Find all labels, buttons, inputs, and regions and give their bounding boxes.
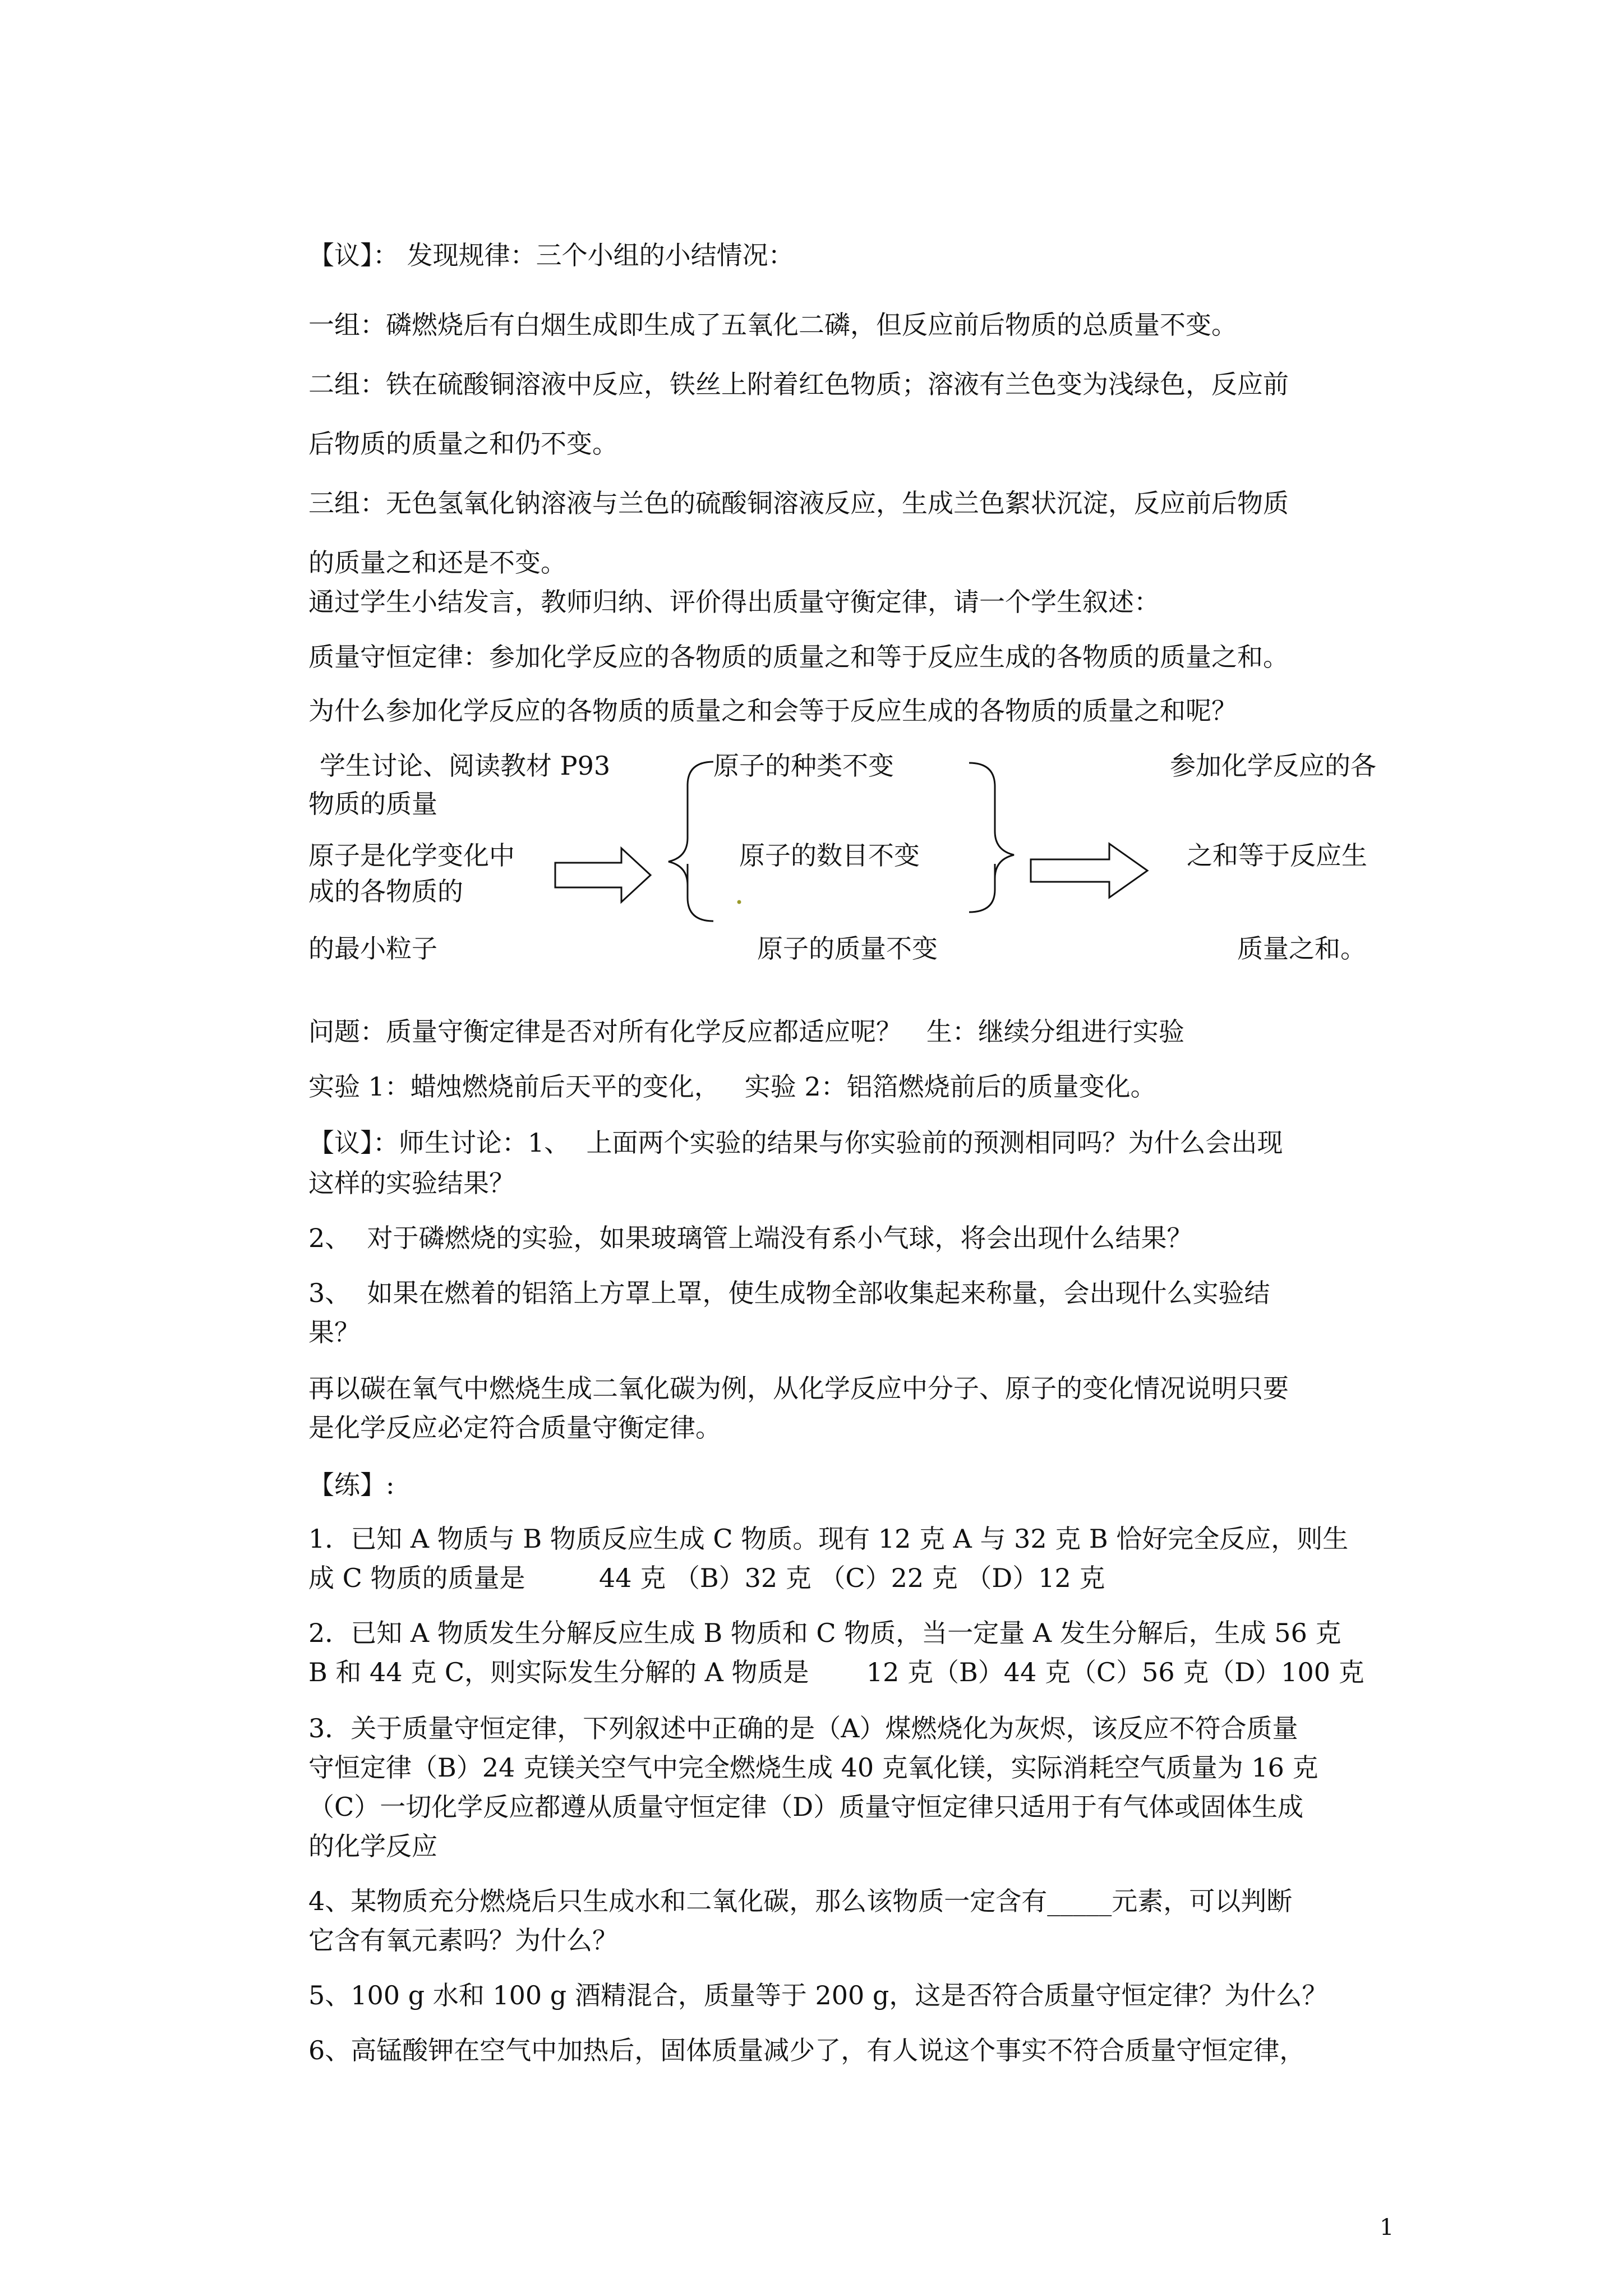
discussion-item-1-cont: 这样的实验结果？ [308,1168,515,1198]
discussion-heading: 【议】： 发现规律：三个小组的小结情况： [308,240,794,270]
atom-type-unchanged: 原子的种类不变 [713,751,894,781]
diagram-right-line-1: 参加化学反应的各 [1170,751,1376,781]
exercise-3-cont-3: 的化学反应 [308,1831,437,1861]
discussion-item-1: 【议】：师生讨论：1、 上面两个实验的结果与你实验前的预测相同吗？为什么会出现 [308,1128,1283,1158]
group-two-summary: 二组：铁在硫酸铜溶液中反应，铁丝上附着红色物质；溶液有兰色变为浅绿色，反应前 [308,369,1289,399]
discussion-item-3-cont: 果？ [308,1317,360,1347]
dot-mark [737,900,741,904]
practice-heading: 【练】: [308,1470,395,1500]
page-number: 1 [1380,2215,1394,2240]
diagram-right-line-2: 之和等于反应生 [1187,840,1367,871]
diagram-left-line-2: 物质的质量 [308,789,437,819]
group-three-summary-cont: 的质量之和还是不变。 [308,547,566,578]
why-question: 为什么参加化学反应的各物质的质量之和会等于反应生成的各物质的质量之和呢？ [308,696,1237,726]
left-brace [668,762,713,921]
exercise-3-cont-2: （C）一切化学反应都遵从质量守恒定律（D）质量守恒定律只适用于有气体或固体生成 [308,1792,1304,1822]
carbon-example-cont: 是化学反应必定符合质量守衡定律。 [308,1412,721,1443]
group-three-summary: 三组：无色氢氧化钠溶液与兰色的硫酸铜溶液反应，生成兰色絮状沉淀，反应前后物质 [308,488,1289,518]
exercise-6: 6、高锰酸钾在空气中加热后，固体质量减少了，有人说这个事实不符合质量守恒定律， [308,2035,1306,2065]
discussion-item-2: 2、 对于磷燃烧的实验，如果玻璃管上端没有系小气球，将会出现什么结果？ [308,1223,1193,1253]
exercise-3-cont-1: 守恒定律（B）24 克镁关空气中完全燃烧生成 40 克氧化镁，实际消耗空气质量为 16 克 [308,1752,1318,1783]
atom-number-unchanged: 原子的数目不变 [739,840,920,871]
exercise-2-options: B 和 44 克 C，则实际发生分解的 A 物质是 12 克（B）44 克（C）56 克（D）100 克 [308,1657,1364,1687]
arrow-right-icon [555,848,651,902]
diagram-left-line-3: 原子是化学变化中 [308,840,515,871]
discussion-item-3: 3、 如果在燃着的铝箔上方罩上罩，使生成物全部收集起来称量，会出现什么实验结 [308,1278,1270,1308]
diagram-left-line-1: 学生讨论、阅读教材 P93 [320,751,611,781]
exercise-4: 4、某物质充分燃烧后只生成水和二氧化碳，那么该物质一定含有_____元素，可以判断 [308,1886,1293,1916]
diagram-left-line-4: 成的各物质的 [308,876,463,907]
experiments-line: 实验 1：蜡烛燃烧前后天平的变化， 实验 2：铝箔燃烧前后的质量变化。 [308,1071,1156,1102]
exercise-3: 3．关于质量守恒定律，下列叙述中正确的是（A）煤燃烧化为灰烬，该反应不符合质量 [308,1713,1298,1743]
exercise-1: 1．已知 A 物质与 B 物质反应生成 C 物质。现有 12 克 A 与 32 克 B 恰好完全反应，则生 [308,1524,1349,1554]
law-statement: 质量守恒定律：参加化学反应的各物质的质量之和等于反应生成的各物质的质量之和。 [308,642,1289,672]
group-one-summary: 一组：磷燃烧后有白烟生成即生成了五氧化二磷，但反应前后物质的总质量不变。 [308,310,1237,340]
arrow-right-icon [1031,844,1147,898]
exercise-4-cont: 它含有氧元素吗？为什么？ [308,1925,618,1955]
diagram-left-line-5: 的最小粒子 [308,933,437,964]
atom-mass-unchanged: 原子的质量不变 [757,933,938,964]
question-applicability: 问题：质量守衡定律是否对所有化学反应都适应呢？ 生：继续分组进行实验 [308,1016,1184,1047]
exercise-2: 2．已知 A 物质发生分解反应生成 B 物质和 C 物质，当一定量 A 发生分解后，生成 56 克 [308,1618,1341,1648]
exercise-5: 5、100 g 水和 100 g 酒精混合，质量等于 200 g，这是否符合质量守恒定律？为什么？ [308,1980,1328,2010]
diagram-right-line-3: 质量之和。 [1237,933,1366,964]
carbon-example: 再以碳在氧气中燃烧生成二氧化碳为例，从化学反应中分子、原子的变化情况说明只要 [308,1373,1289,1404]
group-two-summary-cont: 后物质的质量之和仍不变。 [308,429,618,459]
teacher-summary: 通过学生小结发言，教师归纳、评价得出质量守衡定律，请一个学生叙述： [308,587,1160,617]
exercise-1-options: 成 C 物质的质量是 44 克 （B）32 克 （C）22 克 （D）12 克 [308,1563,1105,1593]
right-brace [969,763,1014,912]
